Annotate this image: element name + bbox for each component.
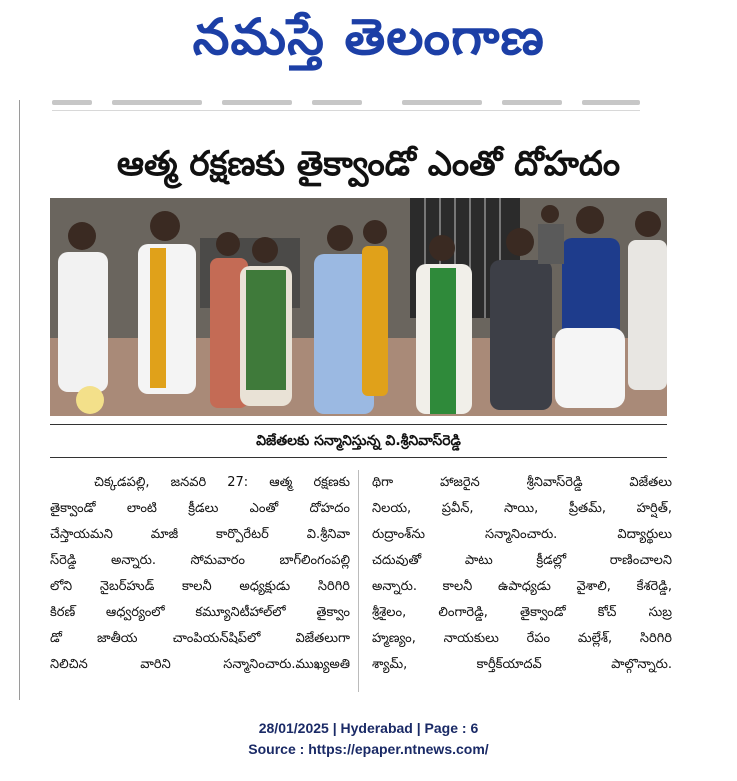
text-line: నిలిచిన వారిని సన్మానించారు.ముఖ్యఅతి — [50, 657, 350, 672]
article-column-left — [50, 470, 350, 678]
article-column-right — [372, 470, 672, 678]
text-line: నిలయ, ప్రవీన్, సాయి, ప్రీతమ్, హర్షిత్, — [372, 501, 672, 516]
clipped-text-strip — [52, 96, 640, 111]
photo-caption-text: విజేతలకు సన్మానిస్తున్న వి.శ్రీనివాస్‌రెడ్డి — [256, 433, 461, 449]
text-line: చిక్కడపల్లి, జనవరి 27: ఆత్మ రక్షణకు — [94, 475, 350, 490]
photo-caption — [50, 424, 667, 458]
text-line: చేస్తాయమని మాజీ కార్పొరేటర్ వి.శ్రీనివా — [50, 527, 350, 542]
text-line: థిగా హాజరైన శ్రీనివాస్‌రెడ్డి విజేతలు — [372, 475, 672, 490]
text-line: శ్రీశైలం, లింగారెడ్డి, తైక్వాండో కోచ్ సుబ్ర — [372, 605, 672, 620]
text-line: హ్మణ్యం, నాయకులు రేపం మల్లేశ్, సిరిగిరి — [372, 631, 672, 646]
column-divider — [358, 470, 359, 692]
masthead — [0, 6, 737, 68]
article-headline — [0, 136, 737, 192]
text-line: అన్నారు. కాలనీ ఉపాధ్యడు వైశాలి, కేశరెడ్డి, — [372, 579, 672, 594]
text-line: కిరణ్ ఆధ్వర్యంలో కమ్యూనిటీహాల్‌లో తైక్వాం — [50, 605, 350, 620]
headline-text: ఆత్మ రక్షణకు తైక్వాండో ఎంతో దోహదం — [116, 144, 621, 184]
footer — [0, 718, 737, 760]
footer-source-line: Source : https://epaper.ntnews.com/ — [248, 741, 489, 757]
text-line: తైక్వాండో లాంటి క్రీడలు ఎంతో దోహదం — [50, 501, 350, 516]
text-line: రుద్రాంశ్‌ను సన్మానించారు. విద్యార్థులు — [372, 527, 672, 542]
text-line: చదువుతో పాటు క్రీడల్లో రాణించాలని — [372, 553, 672, 568]
masthead-title: నమస్తే తెలంగాణ — [192, 8, 545, 66]
text-line: శ్యామ్, కార్తీక్‌యాదవ్ పాల్గొన్నారు. — [372, 657, 672, 672]
footer-date-line: 28/01/2025 | Hyderabad | Page : 6 — [258, 720, 479, 736]
text-line: లోని నైబర్‌హుడ్ కాలనీ అధ్యక్షుడు సిరిగిరి — [50, 579, 350, 594]
article-photo — [50, 198, 667, 416]
text-line: స్‌రెడ్డి అన్నారు. సోమవారం బాగ్‌లింగంపల్లి — [50, 553, 350, 568]
text-line: డో జాతీయ చాంపియన్‌షిప్‌లో విజేతలుగా — [50, 631, 350, 646]
